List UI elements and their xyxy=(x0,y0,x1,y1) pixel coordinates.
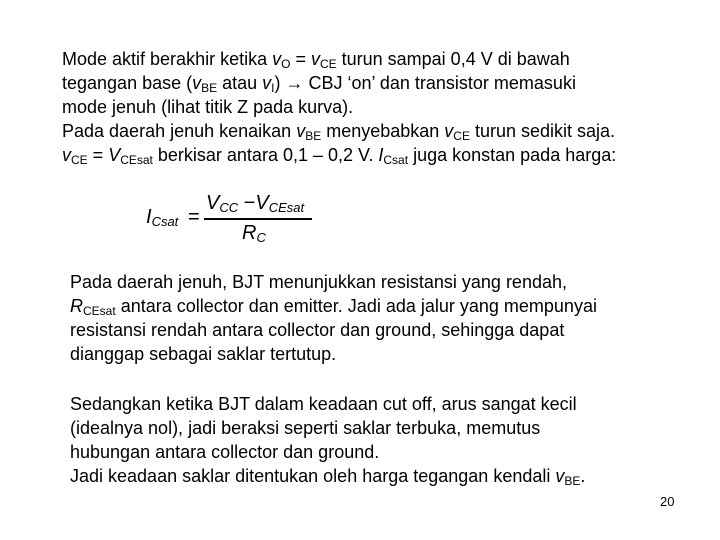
text-line: $v_{CE} = V_{CEsat}$ berkisar antara 0,1 – 0,2 V. $I_{Csat}$ juga konstan pada harga: xyxy=(62,145,617,167)
formula-equals: = xyxy=(188,206,200,228)
text-line: Mode aktif berakhir ketika $v_O = v_{CE}$ turun sampai 0,4 V di bawah xyxy=(62,49,570,71)
text-line: hubungan antara collector dan ground. xyxy=(70,442,380,462)
text-line: Jadi keadaan saklar ditentukan oleh harga tegangan kendali $v_{BE}$. xyxy=(70,466,586,488)
text-line: tegangan base ($v_{BE}$ atau $v_I$) → CBJ ‘on’ dan transistor memasuki xyxy=(62,73,576,95)
text-line: (idealnya nol), jadi beraksi seperti saklar terbuka, memutus xyxy=(70,418,541,438)
text-line: $R_{CEsat}$ antara collector dan emitter. Jadi ada jalur yang mempunyai xyxy=(70,296,597,318)
paragraph-cutoff-switch xyxy=(70,392,710,488)
saturation-current-formula xyxy=(144,192,324,252)
fraction-bar xyxy=(204,218,312,220)
formula-denominator: $R_C$ xyxy=(242,222,266,245)
paragraph-active-mode xyxy=(62,47,712,167)
page-number: 20 xyxy=(660,494,675,509)
paragraph-saturation-switch xyxy=(70,270,710,366)
formula-numerator: $V_{CC} -V_{CEsat}$ xyxy=(206,192,305,215)
text-line: Sedangkan ketika BJT dalam keadaan cut off, arus sangat kecil xyxy=(70,394,577,414)
formula-lhs: $I_{Csat}$ xyxy=(146,206,179,229)
text-line: mode jenuh (lihat titik Z pada kurva). xyxy=(62,97,354,117)
text-line: resistansi rendah antara collector dan ground, sehingga dapat xyxy=(70,320,565,340)
text-line: Pada daerah jenuh kenaikan $v_{BE}$ menyebabkan $v_{CE}$ turun sedikit saja. xyxy=(62,121,616,143)
text-line: dianggap sebagai saklar tertutup. xyxy=(70,344,337,364)
text-line: Pada daerah jenuh, BJT menunjukkan resistansi yang rendah, xyxy=(70,272,567,292)
